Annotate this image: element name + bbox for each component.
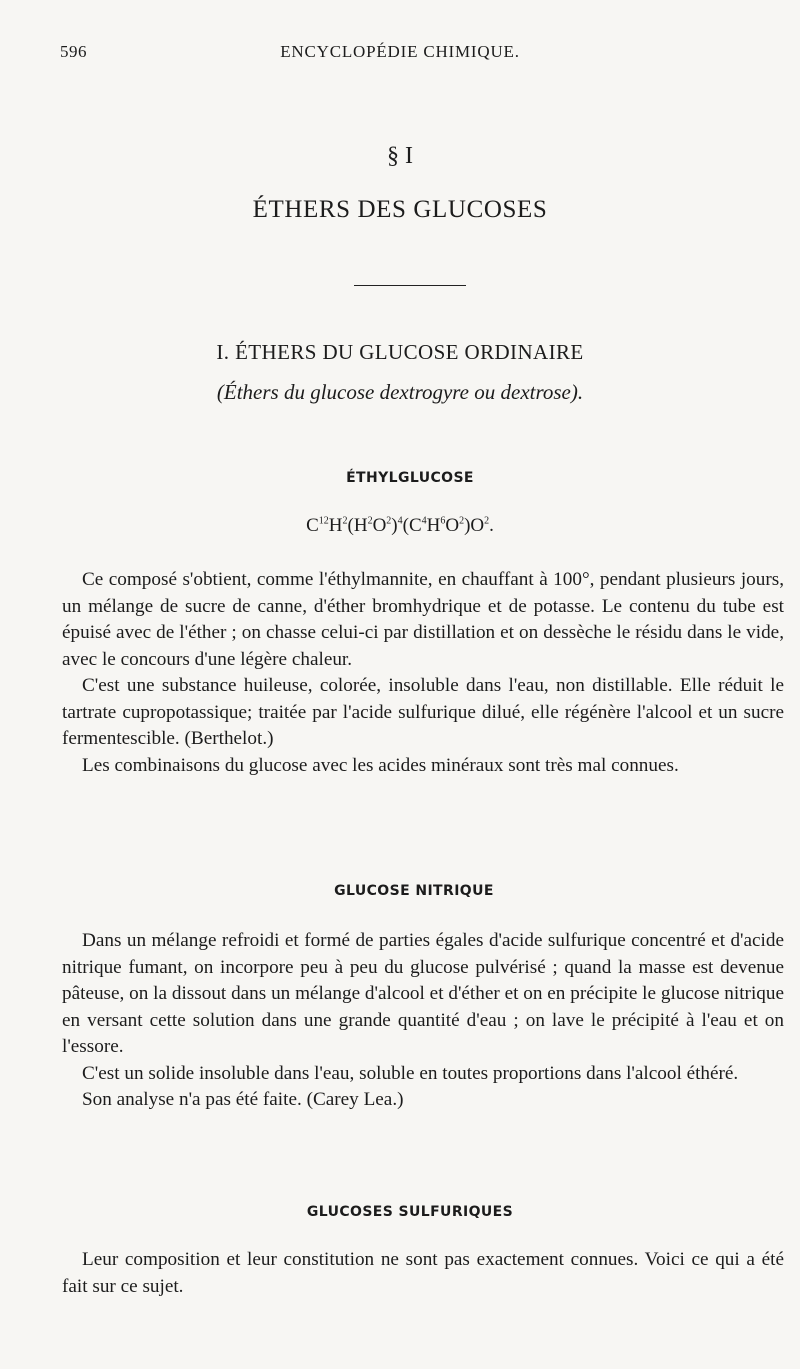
subsection-title: I. ÉTHERS DU GLUCOSE ORDINAIRE (216, 340, 584, 364)
section-mark: § I (387, 143, 413, 169)
subsection-subtitle: (Éthers du glucose dextrogyre ou dextrose). (216, 380, 584, 404)
glucose-nitrique-body (62, 928, 784, 1114)
running-title: ENCYCLOPÉDIE CHIMIQUE. (280, 42, 520, 61)
ethylglucose-heading: ÉTHYLGLUCOSE (346, 470, 474, 486)
glucoses-sulfuriques-body (62, 1247, 784, 1300)
paragraph: C'est un solide insoluble dans l'eau, soluble en toutes proportions dans l'alcool éthéré. (82, 1062, 739, 1084)
section-title: ÉTHERS DES GLUCOSES (252, 196, 548, 223)
page-header (0, 42, 800, 66)
paragraph: Son analyse n'a pas été faite. (Carey Lea.) (82, 1089, 404, 1110)
glucose-nitrique-heading: GLUCOSE NITRIQUE (334, 883, 494, 899)
paragraph: Dans un mélange refroidi et formé de parties égales d'acide sulfurique concentré et d'acide nitrique fumant, on incorpore peu à peu du glucose pulvérisé ; quand la masse est devenue pâteuse, on la dissout dans un mélange d'alcool et d'éther et on en précipite le glucose nitrique en versant cette solution dans une grande quantité d'eau ; on lave le précipité à l'eau et on l'essore. (62, 930, 784, 1057)
paragraph: Les combinaisons du glucose avec les acides minéraux sont très mal connues. (82, 754, 679, 776)
ethylglucose-body (62, 567, 784, 779)
paragraph: Leur composition et leur constitution ne sont pas exactement connues. Voici ce qui a été fait sur ce sujet. (62, 1249, 784, 1297)
paragraph: Ce composé s'obtient, comme l'éthylmannite, en chauffant à 100°, pendant plusieurs jours, un mélange de sucre de canne, d'éther bromhydrique et de potasse. Le contenu du tube est épuisé avec de l'éther ; on chasse celui-ci par distillation et on dessèche le résidu dans le vide, avec le concours d'une légère chaleur. (62, 569, 784, 670)
page-number: 596 (60, 42, 87, 61)
glucoses-sulfuriques-heading: GLUCOSES SULFURIQUES (306, 1204, 514, 1220)
paragraph: C'est une substance huileuse, colorée, insoluble dans l'eau, non distillable. Elle réduit le tartrate cupropotassique; traitée par l'acide sulfurique dilué, elle régénère l'alcool et un sucre fermentescible. (Berthelot.) (62, 675, 784, 749)
ethylglucose-formula: $C^{12}H^2(H^2O^2)^4(C^4H^6O^2)O^2$. (306, 515, 494, 536)
section-divider (354, 285, 466, 286)
